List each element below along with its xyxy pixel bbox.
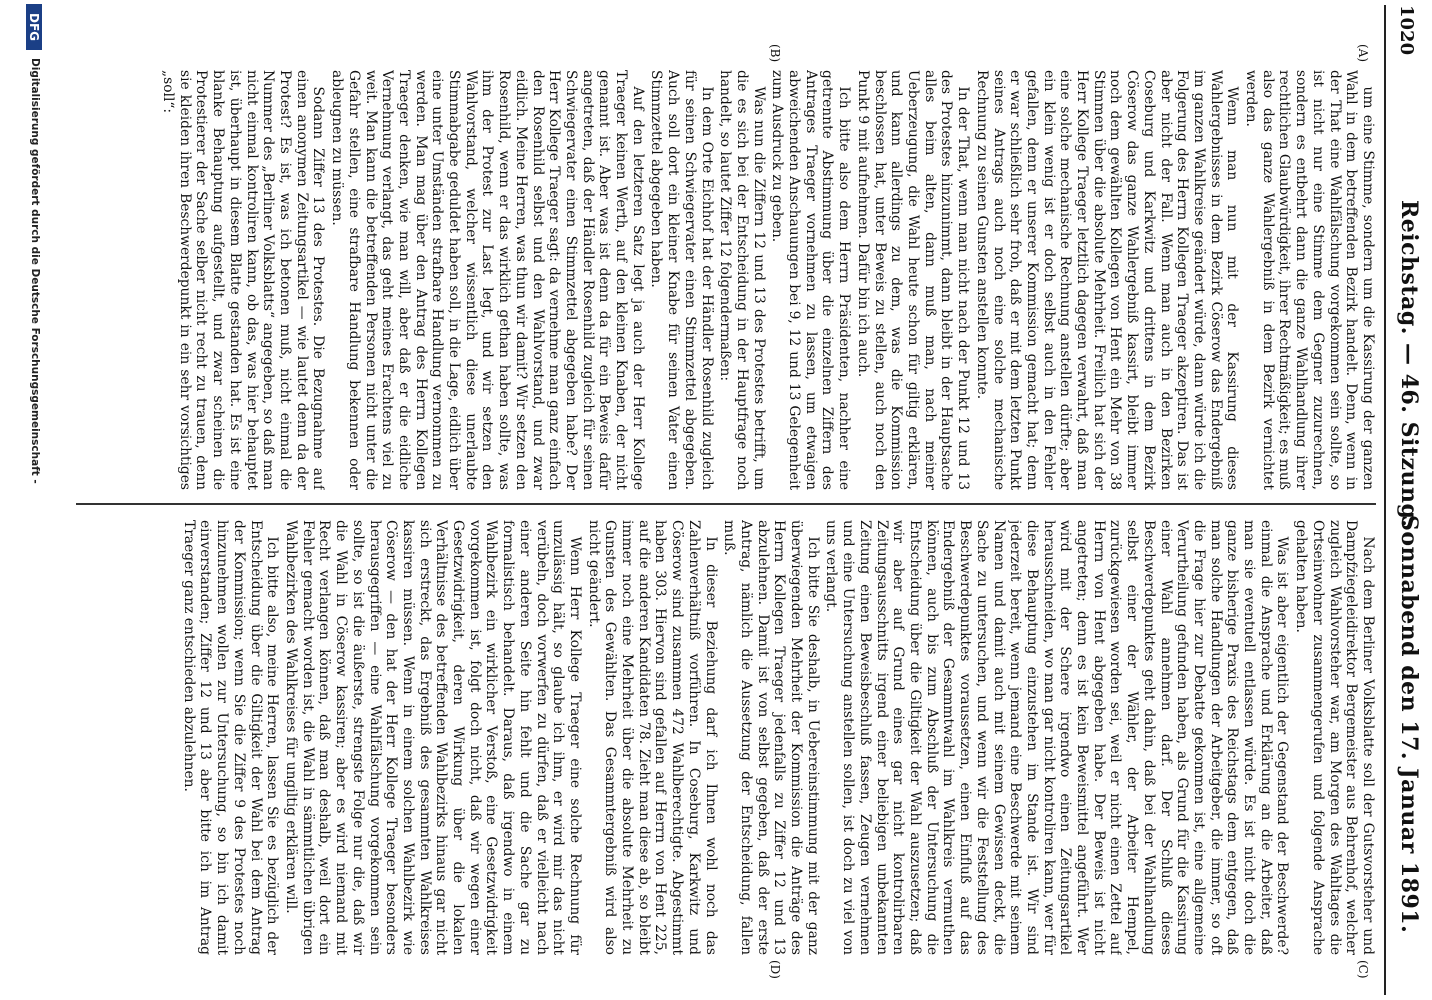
margin-marker-c: (C) [1356,960,1370,979]
paragraph: Wenn man nun mit der Kassirung dieses Wahlergebnisses in dem Bezirk Cöserow das Endergebniß im ganzen Wahlkreise geändert würde, dann würde ich die Folgerung des Herrn Kollegen Traeger akzeptiren. Das ist aber nicht der Fall. Wenn man auch in den Bezirken Coseburg und Karkwitz und drittens in dem Bezirk Cöserow das ganze Wahlergebniß kassirt, bleibt immer noch dem gewählten Kollegen von Hent ein Mehr von 38 Stimmen über die absolute Mehrheit. Freilich hat sich der Herr Kollege Traeger letztlich dagegen verwahrt, daß man eine solche mechanische Rechnung anstellen dürfte; aber ein klein wenig ist er doch selbst auch in den Fehler gefallen, denn er unserer Kommission gemacht hat; denn er war schließlich sehr froh, daß er mit dem letzten Punkt seines Antrags auch noch eine solche mechanische Rechnung zu seinen Gunsten anstellen konnte. [973,70,1241,490]
running-head: Reichstag. — 46. Sitzung. [1396,200,1422,528]
session-date: Sonnabend den 17. Januar 1891. [1396,515,1422,934]
paragraph: Was ist aber eigentlich der Gegenstand der Beschwerde? einmal die Ansprache und Erklärung an die Arbeiter, daß man sie eventuell entlassen würde. Es ist nicht doch die ganze bisherige Praxis des Reichstags dem entgegen, daß man solche Handlungen der Arbeitgeber, die immer, so oft die Frage hier zur Debatte gekommen ist, eine allgemeine Verurtheilung gefunden haben, als Grund für die Kassirung einer Wahl annehmen darf. Der Schluß dieses Beschwerdepunktes geht dahin, daß bei der Wahlhandlung selbst einer der Wähler, der Arbeiter Hempel, zurückgewiesen worden sei, weil er nicht einen Zettel auf Herrn von Hent abgegeben habe. Der Beweis ist nicht angetreten; denn es ist kein Beweismittel angeführt. Wer wird mit der Schere irgendwo einen Zeitungsartikel herausschneiden, wo man gar nicht kontroliren kann, wer für diese Behauptung einzustehen im Stande ist. Wir sind jederzeit bereit, wenn jemand eine Beschwerde mit seinem Namen und damit auch mit seinem Gewissen deckt, die Sache zu untersuchen, und wenn wir die Feststellung des Beschwerdepunktes voraussetzen, einen Einfluß auf das Endergebniß der Gesammtwahl im Wahlkreis vermuthen können, auch bis zum Abschluß der Untersuchung die Entscheidung über die Giltigkeit der Wahl auszusetzen; daß wir aber auf Grund eines gar nicht kontrolirbaren Zeitungsausschnitts irgend einer beliebigen unbekannten Zeitung einen Beweisbeschluß fassen, Zeugen vernehmen und eine Untersuchung anstellen sollen, ist doch zu viel von uns verlangt. [823,520,1291,955]
digitization-note: Digitalisierung gefördert durch die Deutsche Forschungsgemeinschaft - [29,58,41,484]
paragraph: Auf den letzteren Satz legt ja auch der Herr Kollege Traeger keinen Werth, auf den kleinen Knaben, der nicht genannt ist. Aber was ist denn da für ein Beweis dafür angetreten, daß der Händler Rosenhild zugleich für seinen Schwiegervater einen Stimmzettel abgegeben habe? Der Herr Kollege Traeger sagt: da vernehme man ganz einfach den Rosenhild selbst und den Wahlvorstand, und zwar eidlich. Meine Herren, was thun wir damit? Wir setzen den Rosenhild, wenn er das wirklich gethan haben sollte, was ihm der Protest zur Last legt, und wir setzen den Wahlvorstand, welcher wissentlich diese unerlaubte Stimmabgabe geduldet haben soll, in die Lage, eidlich über eine unter Umständen strafbare Handlung vernommen zu werden. Man mag über den Antrag des Herrn Kollegen Traeger denken, wie man will, aber daß er die eidliche Vernehmung verlangt, das geht meines Erachtens viel zu weit. Man kann die betreffenden Personen nicht unter die Gefahr stellen, eine strafbare Handlung bekennen oder ableugnen zu müssen. [329,70,646,490]
right-column [86,520,1376,955]
paragraph: In dieser Beziehung darf ich Ihnen wohl noch das Zahlenverhältniß vorführen. In Coseburg, Karkwitz und Cöserow sind zusammen 472 Wahlberechtigte. Abgestimmt haben 303. Hiervon sind gefallen auf Herrn von Hent 225, auf die anderen Kandidaten 78. Zieht man diese ab, so bleibt immer noch eine Mehrheit über die absolute Mehrheit zu Gunsten des Gewählten. Das Gesammtergebniß wird also nicht geändert. [585,520,719,955]
column-divider [76,503,1376,505]
paragraph: um eine Stimme, sondern um die Kassirung der ganzen Wahl in dem betreffenden Bezirk handelt. Denn, wenn in der That eine Wahlfälschung vorgekommen sein sollte, so ist nicht nur eine Stimme dem Gegner zuzurechnen, sondern es entbehrt dann die ganze Wahlhandlung ihrer rechtlichen Glaubwürdigkeit, ihrer Rechtmäßigkeit; es muß also das ganze Wahlergebniß in dem Bezirk vernichtet werden. [1243,70,1376,490]
digitization-footer [0,0,52,1000]
margin-marker-a: (A) [1356,44,1370,63]
paragraph: Ich bitte also dem Herrn Präsidenten, nachher eine getrennte Abstimmung über die einzelnen Ziffern des Antrages Traeger vornehmen zu lassen, um etwaigen abweichenden Anschauungen bei 9, 12 und 13 Gelegenheit zum Ausdruck zu geben. [769,70,853,490]
dfg-logo: DFG [26,4,42,50]
paragraph: Was nun die Ziffern 12 und 13 des Protestes betrifft, um die es sich bei der Entscheidung in der Hauptfrage noch handelt, so lautet Ziffer 12 folgendermaßen: [717,70,767,490]
header-rule [1384,5,1386,995]
quoted-paragraph: Nach dem Berliner Volksblatte soll der Gutsvorsteher und Dampfziegeleidirektor Bergemeister aus Behrenhof, welcher zugleich Wahlvorsteher war, am Morgen des Wahltages die Ortseinwohner zusammengerufen und folgende Ansprache gehalten haben. [1293,520,1376,955]
paragraph: Ich bitte also, meine Herren, lassen Sie es bezüglich der Entscheidung über die Giltigkeit der Wahl bei dem Antrag der Kommission; wenn Sie die Ziffer 9 des Protestes noch hinzunehmen wollen zur Untersuchung, so bin ich damit einverstanden; Ziffer 12 und 13 aber bitte ich im Antrag Traeger ganz entschieden abzulehnen. [180,520,281,955]
page-number: 1020 [1396,5,1417,56]
left-column [86,70,1376,490]
quoted-paragraph: In dem Orte Eichhof hat der Händler Rosenhild zugleich für seinen Schwiegervater einen Stimmzettel abgegeben. Auch soll dort ein kleiner Knabe für seinen Vater einen Stimmzettel abgegeben haben. [648,70,715,490]
paragraph: Ich bitte Sie deshalb, in Uebereinstimmung mit der ganz überwiegenden Mehrheit der Kommission die Anträge des Herrn Kollegen Traeger jedenfalls zu Ziffer 12 und 13 abzulehnen. Damit ist von selbst gegeben, daß der erste Antrag, nämlich die Aussetzung der Entscheidung, fallen muß. [721,520,821,955]
margin-marker-d: (D) [768,960,782,979]
margin-marker-b: (B) [768,44,782,63]
paragraph: In der That, wenn man nicht nach der Punkt 12 und 13 des Protestes hinzunimmt, dann bleibt in der Hauptsache alles beim alten, dann muß man, nach meiner Ueberzeugung, die Wahl heute schon für giltig erklären, und kann allerdings zu dem, was die Kommission beschlossen hat, unter Beweis zu stellen, auch noch den Punkt 9 mit aufnehmen. Dafür bin ich auch. [854,70,972,490]
page-header [1372,0,1432,1000]
paragraph: Wenn Herr Kollege Traeger eine solche Rechnung für unzulässig hält, so glaube ich ihm, er wird mir das nicht verübeln, doch vorwerfen zu dürfen, daß er vielleicht nach einer anderen Seite hin fehlt und die Sache gar zu formalistisch behandelt. Daraus, daß irgendwo in einem Wahlbezirk ein wirklicher Verstoß, eine Gesetzwidrigkeit vorgekommen ist, folgt doch nicht, daß wir wegen einer Gesetzwidrigkeit, deren Wirkung über die lokalen Verhältnisse des betreffenden Wahlbezirks hinaus gar nicht sich erstreckt, das Ergebniß des gesammten Wahlkreises kassiren müssen. Wenn in einem solchen Wahlbezirk wie Cöserow — den hat der Herr Kollege Traeger besonders herausgegriffen — eine Wahlfälschung vorgekommen sein sollte, so ist die äußerste, strengste Folge nur die, daß wir die Wahl in Cöserow kassiren; aber es wird niemand mit Recht verlangen können, daß man deshalb, weil dort ein Fehler gemacht worden ist, die Wahl in sämmtlichen übrigen Wahlbezirken des Wahlkreises für ungiltig erklären will. [283,520,583,955]
paragraph: Sodann Ziffer 13 des Protestes. Die Bezugnahme auf einen anonymen Zeitungsartikel — wie lautet denn da der Protest? Es ist, was ich betonen muß, nicht einmal die Nummer des „Berliner Volksblatts“ angegeben, so daß man nicht einmal kontroliren kann, ob das, was hier behauptet ist, überhaupt in diesem Blatte gestanden hat. Es ist eine blanke Behauptung aufgestellt, und zwar scheinen die Protestierer der Sache selber nicht recht zu trauen, denn sie kleiden ihren Beschwerdepunkt in ein sehr vorsichtiges „soll“: [160,70,327,490]
